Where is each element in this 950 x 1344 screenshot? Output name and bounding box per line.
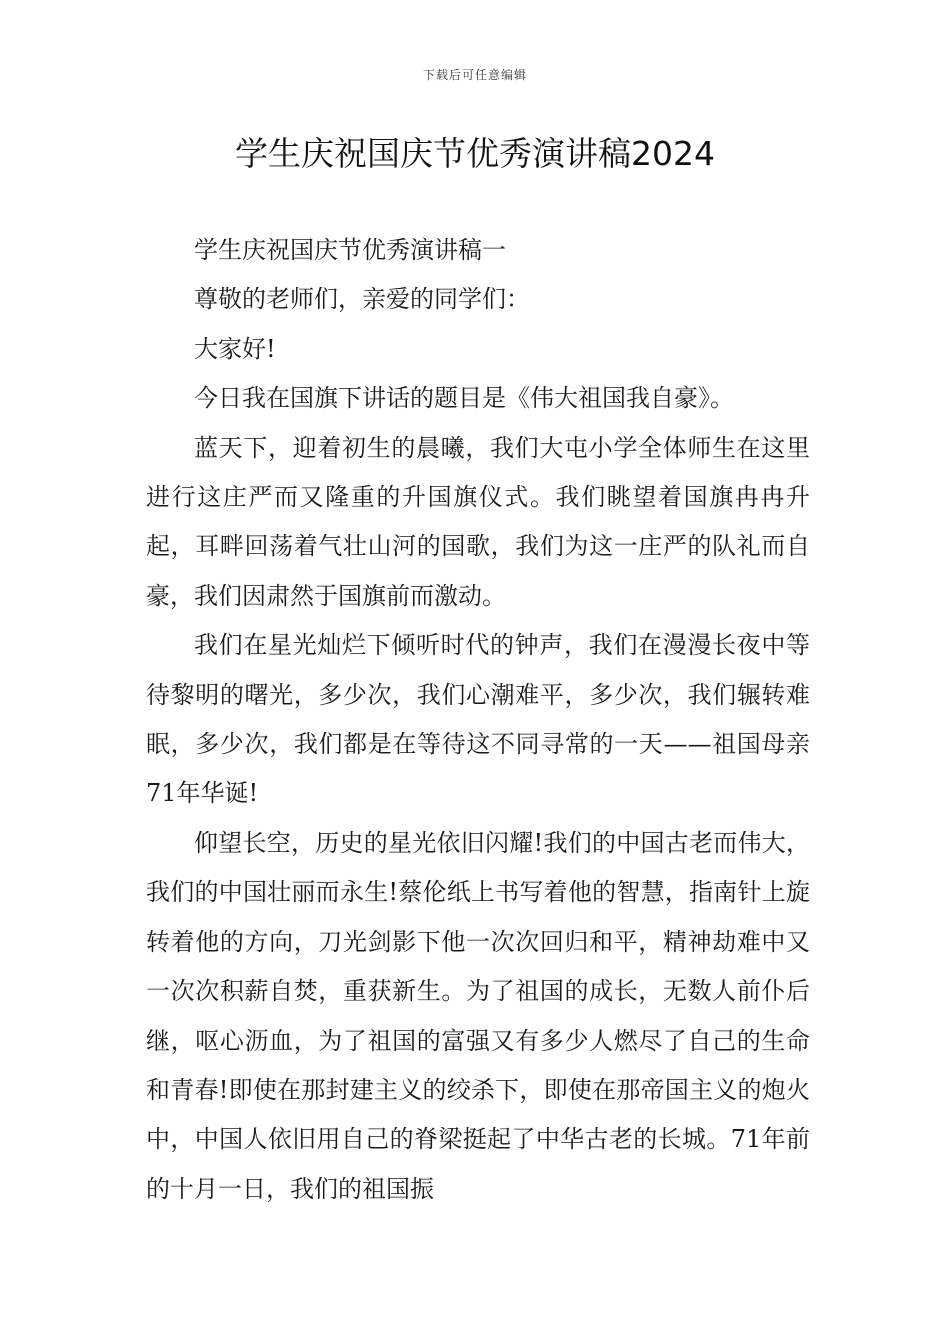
paragraph: 蓝天下，迎着初生的晨曦，我们大屯小学全体师生在这里进行这庄严而又隆重的升国旗仪式。我们眺望着国旗冉冉升起，耳畔回荡着气壮山河的国歌，我们为这一庄严的队礼而自豪，我们因肃然于国旗前而激动。 — [146, 433, 810, 610]
paragraph: 学生庆祝国庆节优秀演讲稿一 — [194, 236, 506, 264]
paragraph: 我们在星光灿烂下倾听时代的钟声，我们在漫漫长夜中等待黎明的曙光，多少次，我们心潮难平，多少次，我们辗转难眠，多少次，我们都是在等待这不同寻常的一天——祖国母亲71年华诞! — [146, 631, 810, 808]
document-body — [146, 226, 810, 1214]
paragraph: 大家好! — [194, 334, 276, 363]
header-note: 下载后可任意编辑 — [422, 68, 527, 82]
paragraph: 仰望长空，历史的星光依旧闪耀!我们的中国古老而伟大，我们的中国壮丽而永生!蔡伦纸上书写着他的智慧，指南针上旋转着他的方向，刀光剑影下他一次次回归和平，精神劫难中又一次次积薪自焚，重获新生。为了祖国的成长，无数人前仆后继，呕心沥血，为了祖国的富强又有多少人燃尽了自己的生命和青春!即使在那封建主义的绞杀下，即使在那帝国主义的炮火中，中国人依旧用自己的脊梁挺起了中华古老的长城。71年前的十月一日，我们的祖国振 — [146, 828, 810, 1203]
document-title: 学生庆祝国庆节优秀演讲稿2024 — [235, 134, 715, 173]
paragraph: 今日我在国旗下讲话的题目是《伟大祖国我自豪》。 — [194, 384, 734, 413]
paragraph: 尊敬的老师们，亲爱的同学们： — [194, 285, 530, 314]
